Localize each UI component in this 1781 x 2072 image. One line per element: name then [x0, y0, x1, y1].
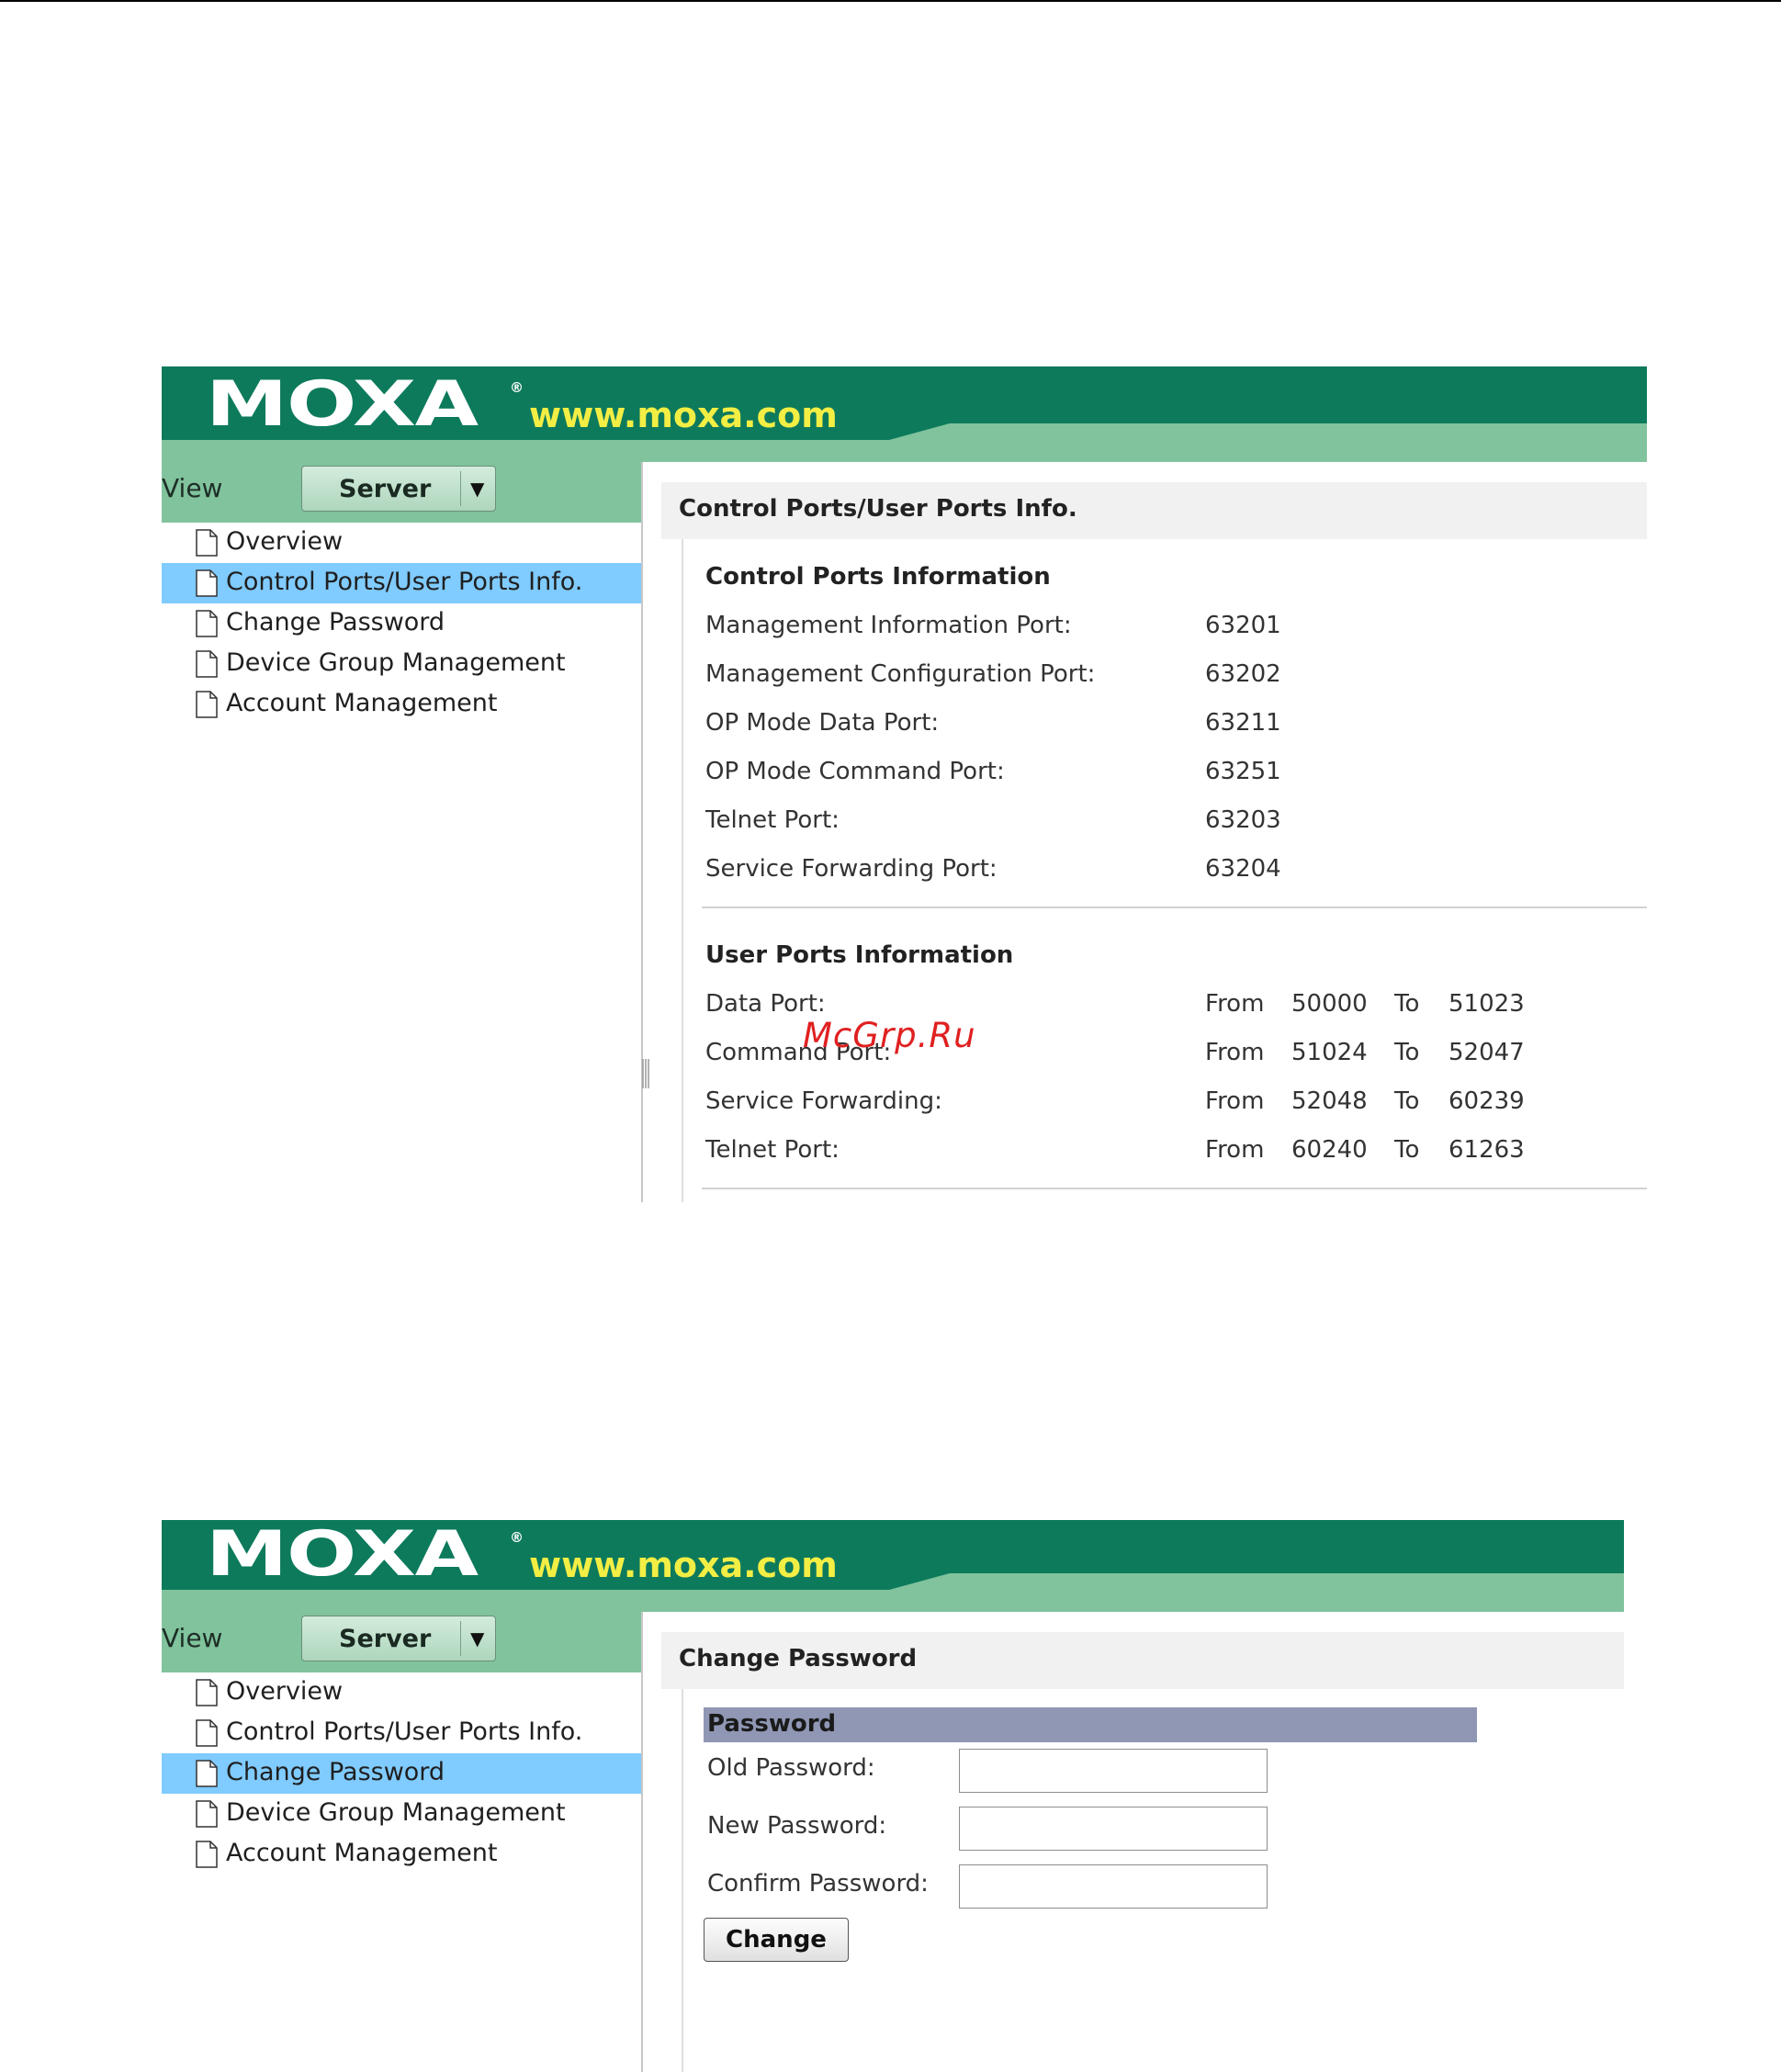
dropdown-separator	[460, 471, 461, 506]
user-port-label: Telnet Port:	[705, 1136, 840, 1164]
server-dropdown[interactable]	[301, 466, 496, 512]
screenshot-control-ports	[162, 364, 1647, 1202]
password-section-header	[704, 1707, 1477, 1742]
page-title-bar	[661, 482, 1647, 539]
old-password-field[interactable]	[959, 1749, 1268, 1793]
page-title: Change Password	[679, 1645, 918, 1672]
document-icon	[195, 610, 219, 637]
to-label: To	[1394, 1136, 1420, 1164]
control-port-value: 63251	[1205, 758, 1281, 785]
screenshot-change-password	[162, 1517, 1624, 2072]
document-icon	[195, 569, 219, 597]
old-password-label: Old Password:	[707, 1754, 875, 1782]
control-port-label: OP Mode Command Port:	[705, 758, 1005, 785]
view-label: View	[162, 473, 223, 503]
document-icon	[195, 1679, 219, 1706]
nav-item-label: Account Management	[226, 689, 498, 717]
nav-item-change-password[interactable]	[162, 1753, 641, 1794]
moxa-logo: MOXA	[206, 368, 478, 441]
to-value: 60239	[1448, 1087, 1525, 1115]
confirm-password-label: Confirm Password:	[707, 1870, 929, 1897]
nav-item-label: Device Group Management	[226, 1798, 566, 1827]
new-password-label: New Password:	[707, 1812, 887, 1840]
from-value: 60240	[1291, 1136, 1368, 1164]
control-ports-header: Control Ports Information	[705, 563, 1051, 591]
control-port-label: Service Forwarding Port:	[705, 855, 998, 883]
user-port-label: Command Port:	[705, 1039, 892, 1066]
document-icon	[195, 1719, 219, 1747]
moxa-website-link[interactable]: www.moxa.com	[529, 1545, 838, 1585]
nav-item-account[interactable]	[162, 684, 641, 725]
change-password-form	[682, 1689, 1624, 2072]
from-label: From	[1205, 1039, 1265, 1066]
nav-item-label: Control Ports/User Ports Info.	[226, 1717, 583, 1746]
from-label: From	[1205, 1136, 1265, 1164]
section-divider	[702, 1188, 1647, 1189]
document-icon	[195, 1800, 219, 1828]
sidebar	[162, 462, 643, 1202]
change-button[interactable]: Change	[704, 1918, 849, 1962]
nav-item-control-ports[interactable]	[162, 563, 641, 603]
password-section-title: Password	[707, 1710, 837, 1738]
confirm-password-field[interactable]	[959, 1864, 1268, 1909]
nav-item-label: Change Password	[226, 608, 445, 636]
to-value: 52047	[1448, 1039, 1525, 1066]
view-label: View	[162, 1623, 223, 1653]
section-divider	[702, 906, 1647, 908]
nav-item-label: Control Ports/User Ports Info.	[226, 568, 583, 596]
new-password-field[interactable]	[959, 1807, 1268, 1851]
nav-item-overview[interactable]	[162, 523, 641, 563]
control-port-value: 63204	[1205, 855, 1281, 883]
document-icon	[195, 1841, 219, 1868]
control-port-label: Management Configuration Port:	[705, 660, 1096, 688]
registered-mark: ®	[510, 379, 524, 396]
control-port-label: Telnet Port:	[705, 806, 840, 834]
user-ports-header: User Ports Information	[705, 941, 1014, 969]
moxa-header-banner	[162, 1520, 1624, 1616]
control-port-value: 63203	[1205, 806, 1281, 834]
nav-item-overview[interactable]	[162, 1672, 641, 1713]
nav-item-label: Overview	[226, 527, 344, 556]
from-label: From	[1205, 990, 1265, 1018]
moxa-website-link[interactable]: www.moxa.com	[529, 395, 838, 435]
watermark-text: McGrp.Ru	[803, 1016, 976, 1055]
nav-item-control-ports[interactable]	[162, 1713, 641, 1753]
user-port-label: Service Forwarding:	[705, 1087, 942, 1115]
control-port-label: OP Mode Data Port:	[705, 709, 940, 737]
from-value: 52048	[1291, 1087, 1368, 1115]
to-label: To	[1394, 990, 1420, 1018]
document-icon	[195, 691, 219, 718]
nav-item-account[interactable]	[162, 1834, 641, 1875]
to-label: To	[1394, 1039, 1420, 1066]
server-dropdown-label: Server	[339, 1625, 432, 1653]
view-bar	[162, 462, 641, 523]
ports-info-content	[682, 539, 1647, 1202]
page-title-bar	[661, 1632, 1624, 1689]
view-bar	[162, 1612, 641, 1672]
registered-mark: ®	[510, 1529, 524, 1546]
nav-tree	[162, 523, 641, 725]
control-port-value: 63201	[1205, 612, 1281, 639]
document-icon	[195, 650, 219, 678]
user-port-label: Data Port:	[705, 990, 826, 1018]
to-value: 51023	[1448, 990, 1525, 1018]
splitter-handle[interactable]	[640, 1055, 649, 1092]
nav-item-device-group[interactable]	[162, 1794, 641, 1834]
nav-item-label: Device Group Management	[226, 648, 566, 677]
from-value: 51024	[1291, 1039, 1368, 1066]
control-port-label: Management Information Port:	[705, 612, 1072, 639]
dropdown-separator	[460, 1621, 461, 1656]
main-panel	[643, 1612, 1624, 2072]
to-label: To	[1394, 1087, 1420, 1115]
nav-item-device-group[interactable]	[162, 644, 641, 684]
from-value: 50000	[1291, 990, 1368, 1018]
document-icon	[195, 1760, 219, 1787]
nav-item-label: Overview	[226, 1677, 344, 1706]
nav-tree	[162, 1672, 641, 1875]
page-top-rule	[0, 0, 1781, 2]
nav-item-change-password[interactable]	[162, 603, 641, 644]
moxa-logo: MOXA	[206, 1518, 478, 1591]
from-label: From	[1205, 1087, 1265, 1115]
to-value: 61263	[1448, 1136, 1525, 1164]
main-panel	[643, 462, 1647, 1202]
sidebar	[162, 1612, 643, 2072]
chevron-down-icon: ▼	[470, 1627, 485, 1650]
moxa-header-banner	[162, 366, 1647, 462]
nav-item-label: Change Password	[226, 1758, 445, 1786]
server-dropdown-label: Server	[339, 475, 432, 503]
server-dropdown[interactable]	[301, 1616, 496, 1661]
chevron-down-icon: ▼	[470, 478, 485, 500]
control-port-value: 63202	[1205, 660, 1281, 688]
nav-item-label: Account Management	[226, 1839, 498, 1867]
control-port-value: 63211	[1205, 709, 1281, 737]
page-title: Control Ports/User Ports Info.	[679, 495, 1077, 523]
document-icon	[195, 529, 219, 557]
